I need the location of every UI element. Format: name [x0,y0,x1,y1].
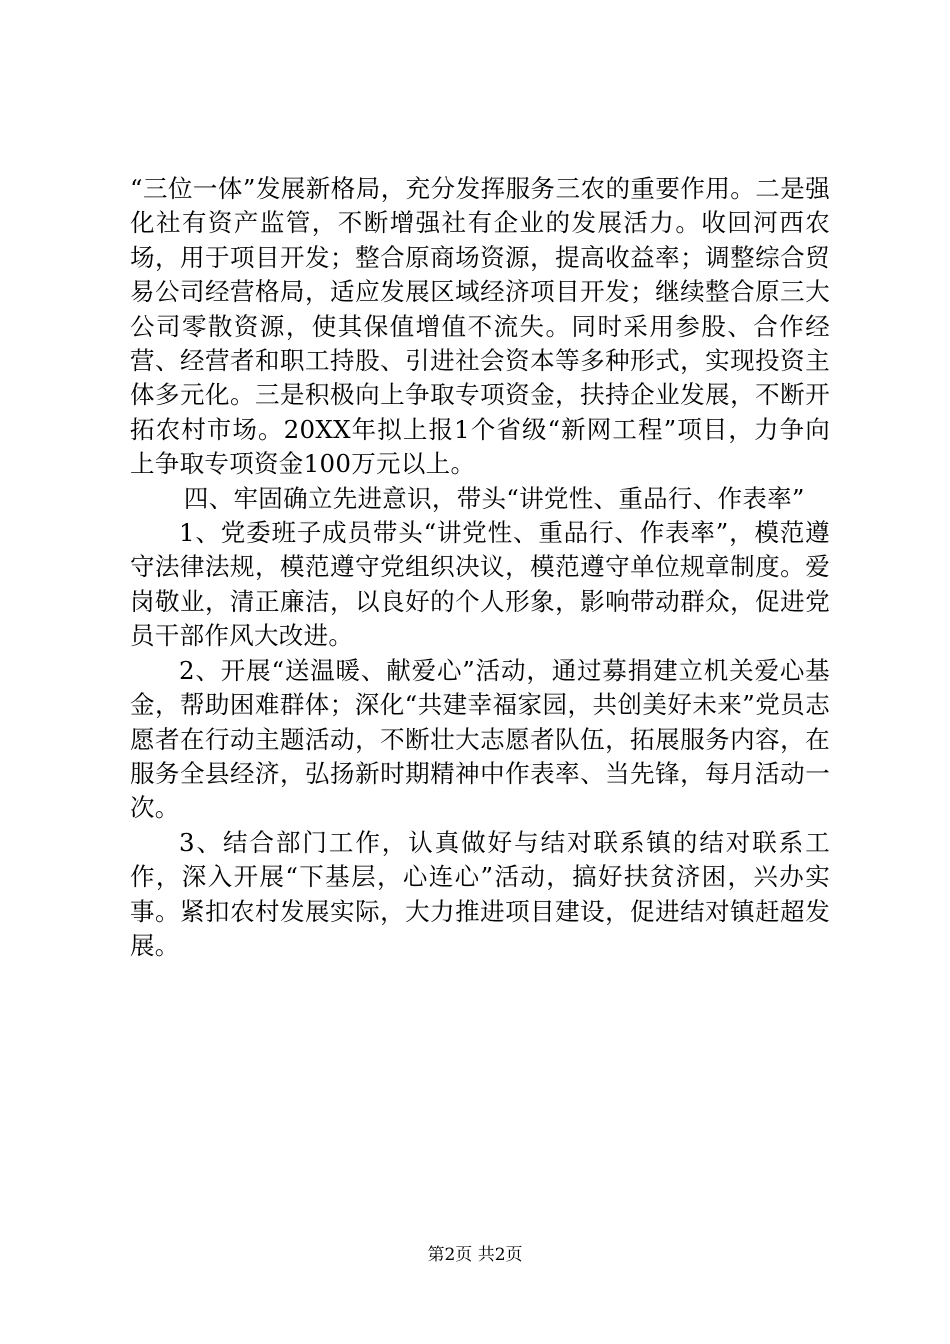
item-paragraph-1: 1、党委班子成员带头“讲党性、重品行、作表率”，模范遵守法律法规，模范遵守党组织决议，模范遵守单位规章制度。爱岗敬业，清正廉洁，以良好的个人形象，影响带动群众，促进党员干部作风大改进。 [130,518,830,651]
section-heading-four: 四、牢固确立先进意识，带头“讲党性、重品行、作表率” [183,483,805,513]
page-number-footer: 第2页 共2页 [427,1245,523,1265]
item-paragraph-3: 3、结合部门工作，认真做好与结对联系镇的结对联系工作，深入开展“下基层，心连心”活动，搞好扶贫济困，兴办实事。紧扣农村发展实际，大力推进项目建设，促进结对镇赶超发展。 [130,827,830,960]
item-paragraph-2: 2、开展“送温暖、献爱心”活动，通过募捐建立机关爱心基金，帮助困难群体；深化“共建幸福家园，共创美好未来”党员志愿者在行动主题活动，不断壮大志愿者队伍，拓展服务内容，在服务全县经济，弘扬新时期精神中作表率、当先锋，每月活动一次。 [130,655,830,823]
document-body [130,172,830,963]
continuation-paragraph: “三位一体”发展新格局，充分发挥服务三农的重要作用。二是强化社有资产监管，不断增强社有企业的发展活力。收回河西农场，用于项目开发；整合原商场资源，提高收益率；调整综合贸易公司经营格局，适应发展区域经济项目开发；继续整合原三大公司零散资源，使其保值增值不流失。同时采用参股、合作经营、经营者和职工持股、引进社会资本等多种形式，实现投资主体多元化。三是积极向上争取专项资金，扶持企业发展，不断开拓农村市场。20XX年拟上报1个省级“新网工程”项目，力争向上争取专项资金100万元以上。 [130,174,830,479]
